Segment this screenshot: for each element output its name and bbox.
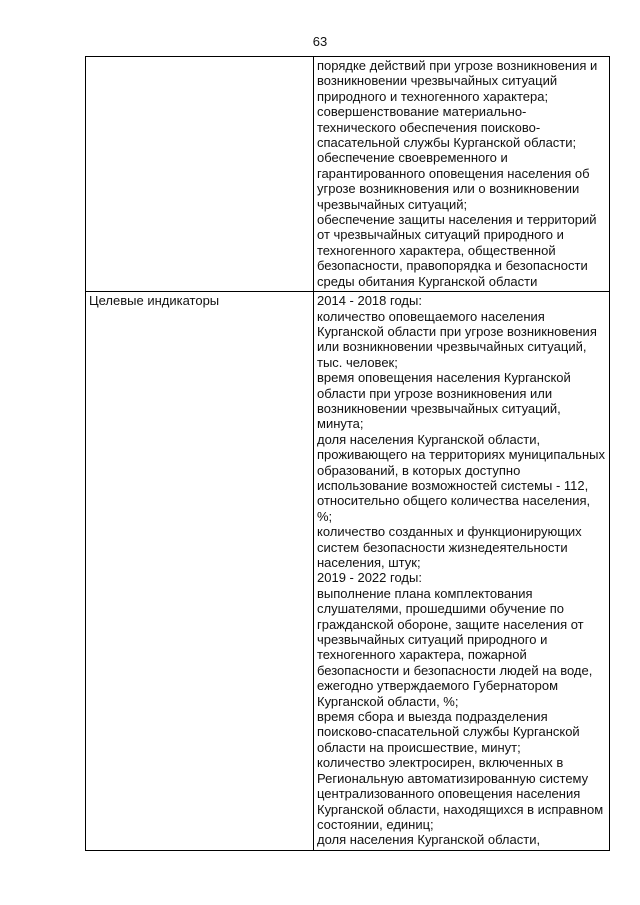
text-line: или возникновении чрезвычайных ситуаций, — [317, 339, 587, 355]
text-line: доля населения Курганской области, — [317, 832, 541, 848]
table-row — [86, 292, 610, 851]
text-line: Региональную автоматизированную систему — [317, 770, 589, 786]
text-line: обеспечение защиты населения и территорий — [317, 212, 597, 228]
text-line: минута; — [317, 416, 364, 432]
row-content-cell — [314, 292, 610, 851]
text-line: порядке действий при угрозе возникновения и — [317, 58, 598, 73]
text-line: совершенствование материально- — [317, 104, 527, 120]
text-line: 2014 - 2018 годы: — [317, 293, 422, 309]
program-passport-table — [85, 56, 610, 851]
text-line: техногенного характера, общественной — [317, 242, 556, 258]
text-line: безопасности и безопасности людей на воде, — [317, 662, 593, 678]
text-line: гарантированного оповещения населения об — [317, 165, 590, 181]
text-line: время оповещения населения Курганской — [317, 370, 571, 386]
text-line: количество созданных и функционирующих — [317, 524, 582, 540]
text-line: %; — [317, 508, 333, 524]
row-content-cell — [314, 57, 610, 292]
text-line: от чрезвычайных ситуаций природного и — [317, 227, 564, 243]
page-number: 63 — [312, 34, 328, 49]
text-line: обеспечение своевременного и — [317, 150, 508, 166]
text-line: использование возможностей системы - 112, — [317, 477, 589, 493]
text-line: слушателями, прошедшими обучение по — [317, 601, 565, 617]
text-line: гражданской обороне, защите населения от — [317, 616, 584, 632]
text-line: Курганской области, находящихся в исправном — [317, 801, 604, 817]
text-line: технического обеспечения поисково- — [317, 119, 541, 135]
text-line: области на происшествие, минут; — [317, 739, 521, 755]
text-line: природного и техногенного характера; — [317, 88, 549, 104]
text-line: количество электросирен, включенных в — [317, 755, 564, 771]
text-line: области при угрозе возникновения или — [317, 385, 553, 401]
text-line: чрезвычайных ситуаций природного и — [317, 632, 548, 648]
text-line: Курганской области, %; — [317, 693, 459, 709]
text-line: тыс. человек; — [317, 354, 398, 370]
text-line: состоянии, единиц; — [317, 816, 434, 832]
text-line: угрозе возникновения или о возникновении — [317, 181, 580, 197]
text-line: поисково-спасательной службы Курганской — [317, 724, 580, 740]
text-line: доля населения Курганской области, — [317, 431, 541, 447]
text-line: техногенного характера, пожарной — [317, 647, 527, 663]
text-line: относительно общего количества населения, — [317, 493, 591, 509]
text-line: время сбора и выезда подразделения — [317, 709, 548, 725]
text-line: спасательной службы Курганской области; — [317, 135, 577, 151]
text-line: Курганской области при угрозе возникновения — [317, 323, 597, 339]
text-line: населения, штук; — [317, 555, 421, 570]
text-line: проживающего на территориях муниципальных — [317, 447, 605, 463]
row-label-cell — [86, 57, 314, 292]
text-line: количество оповещаемого населения — [317, 308, 545, 324]
table-row — [86, 57, 610, 292]
text-line: безопасности, правопорядка и безопасности — [317, 258, 588, 274]
text-line: выполнение плана комплектования — [317, 585, 533, 601]
text-line: возникновении чрезвычайных ситуаций, — [317, 400, 561, 416]
text-line: чрезвычайных ситуаций; — [317, 196, 468, 212]
text-line: среды обитания Курганской области — [317, 273, 538, 289]
text-line: систем безопасности жизнедеятельности — [317, 539, 568, 555]
text-line: централизованного оповещения населения — [317, 786, 581, 802]
row-label: Целевые индикаторы — [89, 293, 220, 309]
text-line: 2019 - 2022 годы: — [317, 570, 422, 586]
text-line: образований, в которых доступно — [317, 462, 521, 478]
row-label-cell — [86, 292, 314, 851]
text-line: ежегодно утверждаемого Губернатором — [317, 678, 559, 694]
text-line: возникновении чрезвычайных ситуаций — [317, 73, 558, 89]
